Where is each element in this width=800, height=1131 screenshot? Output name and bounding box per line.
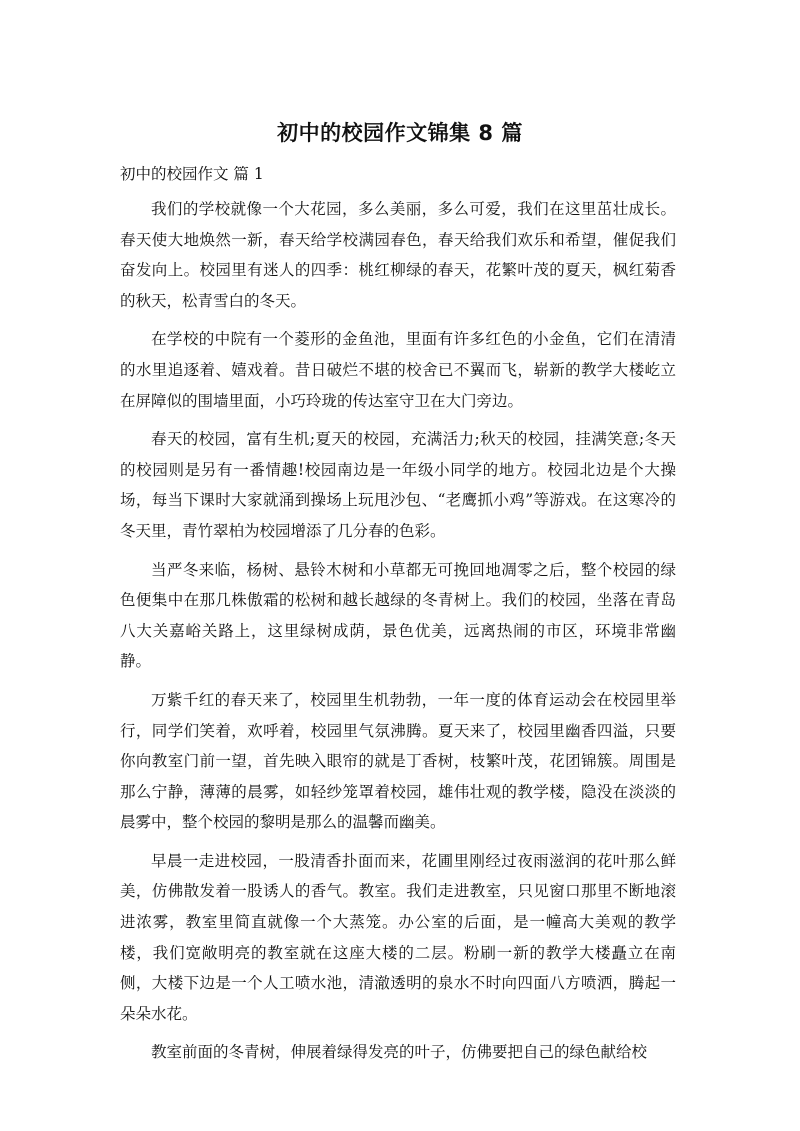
paragraph-4: 当严冬来临，杨树、悬铃木树和小草都无可挽回地凋零之后，整个校园的绿色便集中在那几株傲霜的松树和越长越绿的冬青树上。我们的校园，坐落在青岛八大关嘉峪关路上，这里绿树成荫，景色优美，远离热闹的市区，环境非常幽静。	[120, 560, 676, 671]
paragraph-3: 春天的校园，富有生机;夏天的校园，充满活力;秋天的校园，挂满笑意;冬天的校园则是另有一番情趣!校园南边是一年级小同学的地方。校园北边是个大操场，每当下课时大家就涌到操场上玩甩沙包、“老鹰抓小鸡”等游戏。在这寒冷的冬天里，青竹翠柏为校园增添了几分春的色彩。	[120, 430, 676, 540]
section-heading: 初中的校园作文 篇 1	[120, 165, 264, 183]
document-body	[120, 194, 676, 1076]
paragraph-1: 我们的学校就像一个大花园，多么美丽，多么可爱，我们在这里茁壮成长。春天使大地焕然一新，春天给学校满园春色，春天给我们欢乐和希望，催促我们奋发向上。校园里有迷人的四季：桃红柳绿的春天，花繁叶茂的夏天，枫红菊香的秋天，松青雪白的冬天。	[120, 200, 676, 310]
paragraph-5: 万紫千红的春天来了，校园里生机勃勃，一年一度的体育运动会在校园里举行，同学们笑着，欢呼着，校园里气氛沸腾。夏天来了，校园里幽香四溢，只要你向教室门前一望，首先映入眼帘的就是丁香树，枝繁叶茂，花团锦簇。周围是那么宁静，薄薄的晨雾，如轻纱笼罩着校园，雄伟壮观的教学楼，隐没在淡淡的晨雾中，整个校园的黎明是那么的温馨而幽美。	[120, 690, 676, 832]
paragraph-2: 在学校的中院有一个菱形的金鱼池，里面有许多红色的小金鱼，它们在清清的水里追逐着、嬉戏着。昔日破烂不堪的校舍已不翼而飞，崭新的教学大楼屹立在屏障似的围墙里面，小巧玲珑的传达室守卫在大门旁边。	[120, 330, 676, 410]
paragraph-7: 教室前面的冬青树，伸展着绿得发亮的叶子，仿佛要把自己的绿色献给校	[151, 1043, 648, 1062]
paragraph-6: 早晨一走进校园，一股清香扑面而来，花圃里刚经过夜雨滋润的花叶那么鲜美，仿佛散发着一股诱人的香气。教室。我们走进教室，只见窗口那里不断地滚进浓雾，教室里简直就像一个大蒸笼。办公室的后面，是一幢高大美观的教学楼，我们宽敞明亮的教室就在这座大楼的二层。粉刷一新的教学大楼矗立在南侧，大楼下边是一个人工喷水池，清澈透明的泉水不时向四面八方喷洒，腾起一朵朵水花。	[120, 851, 676, 1023]
document-title: 初中的校园作文锦集 8 篇	[277, 121, 523, 145]
